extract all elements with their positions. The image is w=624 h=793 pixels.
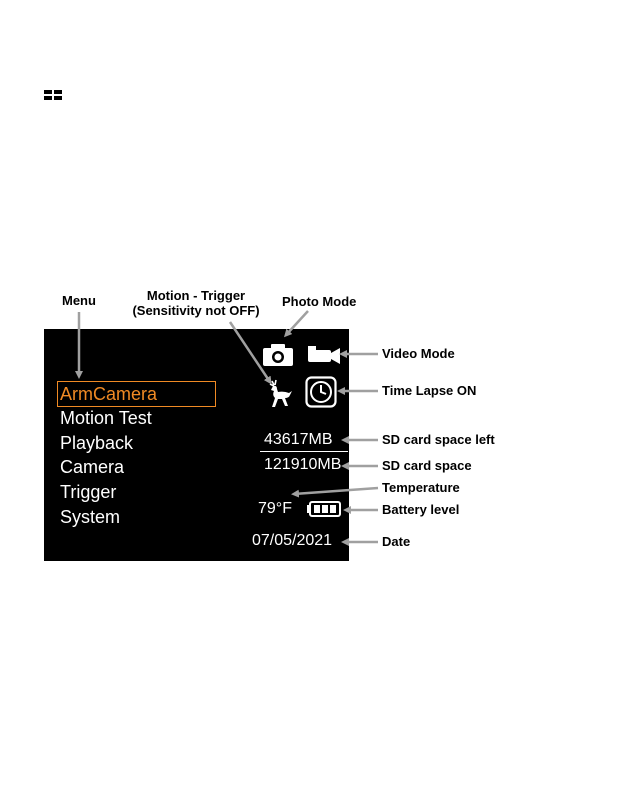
arrow-motion xyxy=(230,322,270,382)
menu-item-motion-test[interactable]: Motion Test xyxy=(60,408,152,428)
arrow-temperature xyxy=(294,488,378,494)
label-sd-left: SD card space left xyxy=(382,432,495,447)
menu-item-armcamera[interactable]: ArmCamera xyxy=(57,381,216,407)
label-sd-space: SD card space xyxy=(382,458,472,473)
temperature-value: 79°F xyxy=(258,500,292,517)
arrow-photo xyxy=(286,311,308,335)
menu-item-playback[interactable]: Playback xyxy=(60,433,134,453)
label-menu: Menu xyxy=(62,293,96,308)
label-photo-mode: Photo Mode xyxy=(282,294,357,309)
menu-item-camera[interactable]: Camera xyxy=(60,457,125,477)
label-battery: Battery level xyxy=(382,502,460,517)
sd-space-total: 121910MB xyxy=(264,456,342,473)
label-video-mode: Video Mode xyxy=(382,346,455,361)
label-date: Date xyxy=(382,534,411,549)
date-value: 07/05/2021 xyxy=(252,532,333,549)
label-temperature: Temperature xyxy=(382,480,460,495)
menu-item-trigger[interactable]: Trigger xyxy=(60,482,117,502)
sd-space-left: 43617MB xyxy=(264,431,333,448)
label-time-lapse: Time Lapse ON xyxy=(382,383,477,398)
label-motion-trigger-line2: (Sensitivity not OFF) xyxy=(132,303,260,318)
menu-item-system[interactable]: System xyxy=(60,507,121,527)
label-motion-trigger-line1: Motion - Trigger xyxy=(146,288,246,303)
